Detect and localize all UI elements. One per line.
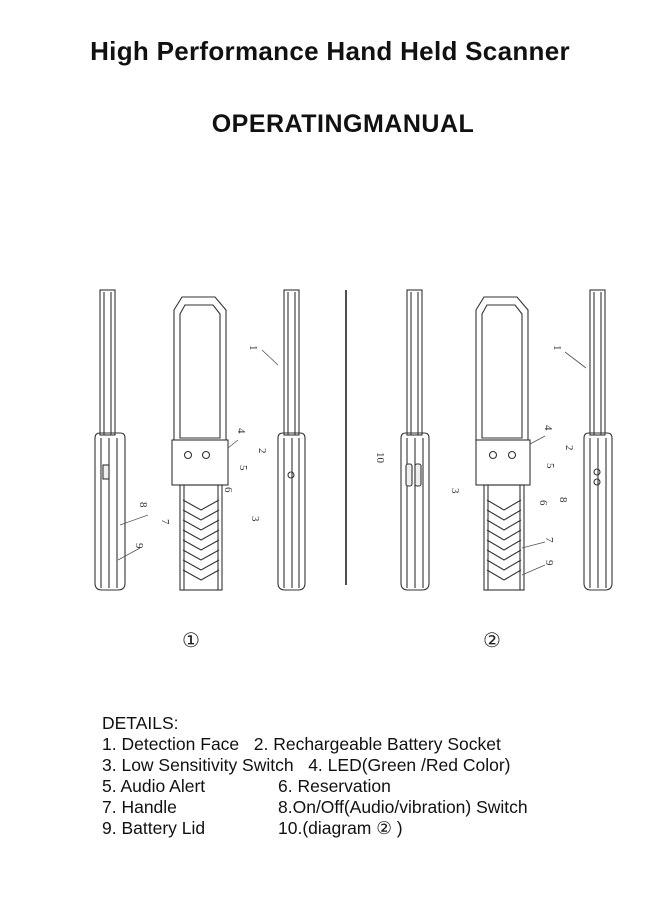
d2-front-view: [476, 297, 530, 590]
d2-label-7: 7: [543, 537, 555, 543]
detail-item-2: 2. Rechargeable Battery Socket: [253, 734, 501, 754]
detail-item-5: 5. Audio Alert: [102, 776, 206, 796]
document-title: High Performance Hand Held Scanner: [90, 36, 570, 66]
d1-side-view-left: [95, 290, 125, 590]
d1-label-4: 4: [235, 428, 247, 434]
d1-label-8: 8: [137, 502, 149, 508]
detail-item-9: 9. Battery Lid: [102, 818, 206, 838]
details-row-3: [102, 776, 528, 797]
d2-label-10: 10: [374, 452, 386, 463]
detail-item-8: 8.On/Off(Audio/vibration) Switch: [278, 797, 528, 817]
d1-label-3: 3: [249, 516, 261, 522]
d1-label-1: 1: [247, 345, 259, 351]
detail-item-1: 1. Detection Face: [102, 734, 240, 754]
d1-front-view: [172, 297, 228, 590]
d2-label-3: 3: [449, 488, 461, 494]
details-row-1: [102, 734, 528, 755]
d1-label-5: 5: [237, 465, 249, 471]
d2-label-2: 2: [563, 445, 575, 451]
d1-label-9: 9: [133, 543, 145, 549]
d1-side-view-right: [278, 290, 305, 590]
d2-label-1: 1: [551, 345, 563, 351]
detail-item-10: 10.(diagram ② ): [278, 818, 403, 838]
d2-side-view-right: [584, 290, 612, 590]
detail-item-7: 7. Handle: [102, 797, 177, 817]
details-row-2: [102, 755, 528, 776]
detail-item-3: 3. Low Sensitivity Switch: [102, 755, 294, 775]
d2-side-view-left: [401, 290, 429, 590]
d2-label-8: 8: [557, 497, 569, 503]
d2-label-5: 5: [544, 463, 556, 469]
diagram-1-marker: ①: [182, 628, 200, 652]
d2-label-6: 6: [537, 500, 549, 506]
d1-label-7: 7: [159, 519, 171, 525]
details-heading: DETAILS:: [102, 713, 179, 733]
detail-item-4: 4. LED(Green /Red Color): [308, 755, 511, 775]
d1-label-2: 2: [256, 448, 268, 454]
details-row-4: [102, 797, 528, 818]
d1-label-6: 6: [222, 487, 234, 493]
details-row-5: [102, 818, 528, 839]
diagram-2-marker: ②: [483, 628, 501, 652]
detail-item-6: 6. Reservation: [278, 776, 391, 796]
document-subtitle: OPERATINGMANUAL: [211, 110, 475, 138]
details-section: [102, 713, 528, 839]
d2-label-9: 9: [543, 560, 555, 566]
d2-label-4: 4: [542, 425, 554, 431]
